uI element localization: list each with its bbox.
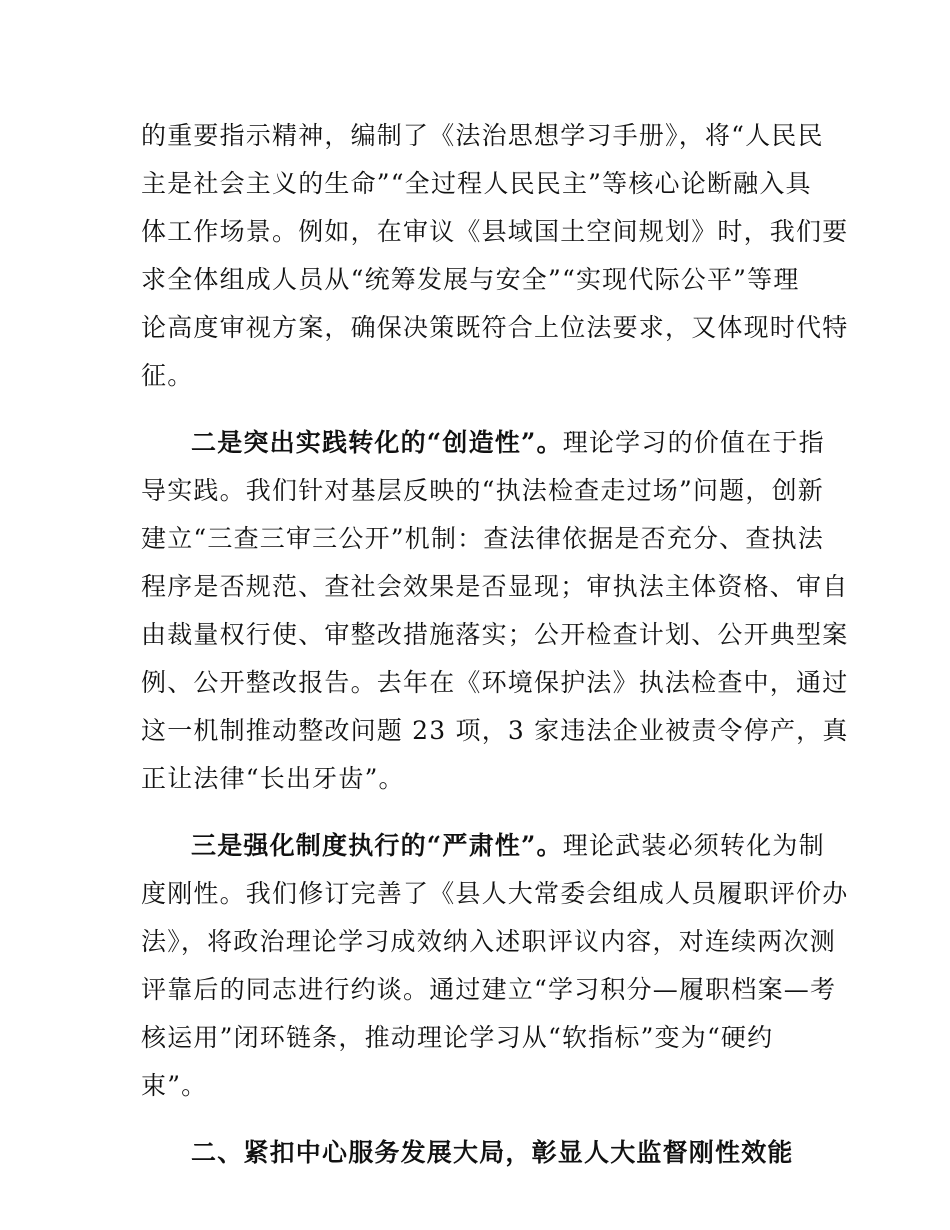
text-line: 正让法律“长出牙齿”。 <box>141 764 405 793</box>
text-line: 论高度审视方案，确保决策既符合上位法要求，又体现时代特 <box>141 313 849 342</box>
paragraph-lead: 三是强化制度执行的“严肃性”。 <box>191 831 563 860</box>
text-line <box>141 419 825 467</box>
text-line: 束”。 <box>141 1071 208 1100</box>
paragraph-practice-transformation <box>141 419 849 803</box>
paragraph-system-execution <box>141 822 849 1110</box>
text-line: 导实践。我们针对基层反映的“执法检查走过场”问题，创新 <box>141 476 824 505</box>
text-line: 程序是否规范、查社会效果是否显现；审执法主体资格、审自 <box>141 572 849 601</box>
text-line: 的重要指示精神，编制了《法治思想学习手册》，将“人民民 <box>141 121 824 150</box>
section-heading: 二、紧扣中心服务发展大局，彰显人大监督刚性效能 <box>191 1138 794 1167</box>
paragraph-lead-rest: 理论武装必须转化为制 <box>562 831 825 860</box>
text-line: 例、公开整改报告。去年在《环境保护法》执法检查中，通过 <box>141 668 849 697</box>
paragraph-spacer <box>141 1110 811 1129</box>
text-line: 主是社会主义的生命”“全过程人民民主”等核心论断融入具 <box>141 169 812 198</box>
paragraph-theory-study <box>141 112 849 400</box>
text-line: 求全体组成人员从“统筹发展与安全”“实现代际公平”等理 <box>141 265 800 294</box>
text-line: 体工作场景。例如，在审议《县域国土空间规划》时，我们要 <box>141 217 849 246</box>
text-line: 核运用”闭环链条，推动理论学习从“软指标”变为“硬约 <box>141 1023 774 1052</box>
paragraph-spacer <box>141 803 811 822</box>
paragraph-spacer <box>141 400 811 419</box>
text-line: 建立“三查三审三公开”机制：查法律依据是否充分、查执法 <box>141 524 824 553</box>
text-line: 征。 <box>141 361 194 390</box>
document-page <box>141 112 849 1177</box>
text-line: 评靠后的同志进行约谈。通过建立“学习积分—履职档案—考 <box>141 975 837 1004</box>
text-line: 由裁量权行使、审整改措施落实；公开检查计划、公开典型案 <box>141 620 849 649</box>
text-line <box>141 822 825 870</box>
paragraph-lead-rest: 理论学习的价值在于指 <box>562 428 825 457</box>
text-line: 法》，将政治理论学习成效纳入述职评议内容，对连续两次测 <box>141 927 836 956</box>
text-line: 这一机制推动整改问题 23 项，3 家违法企业被责令停产，真 <box>141 716 849 745</box>
paragraph-lead: 二是突出实践转化的“创造性”。 <box>191 428 563 457</box>
text-line: 度刚性。我们修订完善了《县人大常委会组成人员履职评价办 <box>141 879 849 908</box>
